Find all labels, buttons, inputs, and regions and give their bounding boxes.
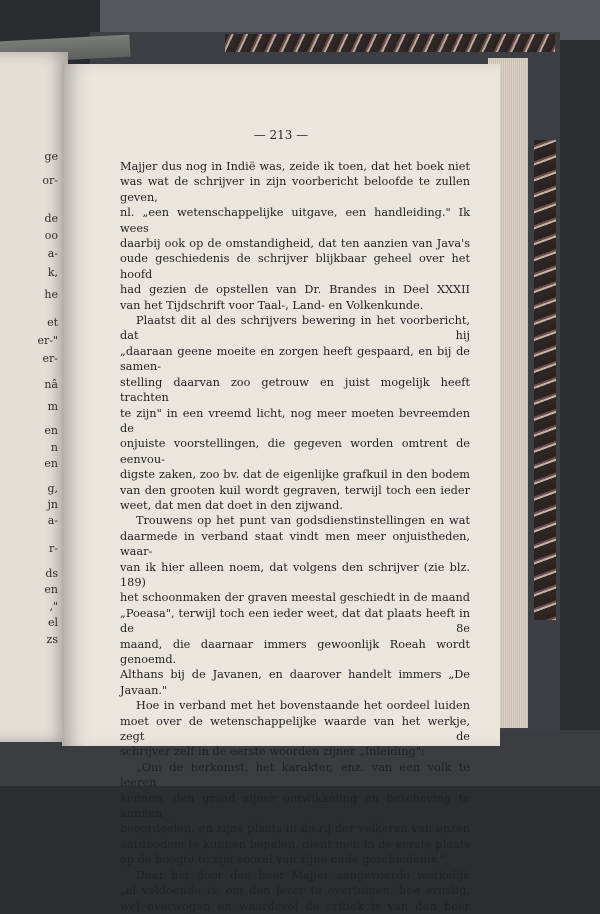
text-line: nl. „een wetenschappelijke uitgave, een handleiding." Ik wees: [120, 206, 470, 235]
text-line: daarbij ook op de omstandigheid, dat ten aanzien van Java's: [120, 237, 470, 251]
left-page-fragment: en: [44, 583, 58, 596]
text-line: op de hoogte te zijn vooral van zijne oude geschiedenis.": [120, 853, 446, 867]
text-line: Trouwens op het punt van godsdienstinstellingen en wat: [136, 514, 470, 528]
marbled-cover-top: [225, 34, 555, 52]
text-line: te zijn" in een vreemd licht, nog meer moeten bevreemden de: [120, 406, 470, 435]
text-line: digste zaken, zoo bv. dat de eigenlijke grafkuil in den bodem: [120, 468, 470, 482]
left-page-fragment: g,: [47, 482, 58, 495]
text-line: Plaatst dit al des schrijvers bewering in het voorbericht, dat hij: [120, 314, 470, 343]
left-page-fragment: el: [47, 616, 58, 629]
left-page-fragment: et: [47, 316, 58, 329]
text-line: van ik hier alleen noem, dat volgens den schrijver (zie blz. 189): [120, 560, 470, 589]
left-page-fragment: he: [44, 288, 58, 301]
text-line: aardbodem te kunnen bepalen, dient men in de eerste plaats: [120, 837, 470, 851]
text-line: Daar het door den heer Majjer aangevoerde werkelijk: [136, 868, 470, 882]
left-page-fragment: ge: [44, 150, 58, 163]
text-line: „Poeasa", terwijl toch een ieder weet, dat dat plaats heeft in de 8e: [120, 606, 470, 636]
marbled-cover-side: [534, 140, 556, 620]
text-line: wel overwogen en waardevol de critiek is van den heer: [120, 899, 470, 913]
text-line: stelling daarvan zoo getrouw en juist mogelijk heeft trachten: [120, 375, 470, 405]
left-page-fragment: a-: [47, 247, 58, 260]
text-line: van het Tijdschrift voor Taal-, Land- en Volkenkunde.: [120, 298, 424, 312]
text-line: „al voldoende is, om den lezer te overtuigen, hoe ernstig,: [120, 884, 470, 898]
text-line: Althans bij de Javanen, en daarover handelt immers „De Javaan.": [120, 668, 470, 697]
text-line: van den grooten kuil wordt gegraven, terwijl toch een ieder: [120, 483, 470, 497]
left-page-fragment: or-: [42, 174, 58, 187]
left-page-fragment: nâ: [44, 378, 58, 391]
left-page-fragment: er-": [37, 334, 58, 347]
left-page-fragment: ds: [45, 567, 58, 580]
left-page-fragment: en: [44, 424, 58, 437]
text-line: had gezien de opstellen van Dr. Brandes in Deel XXXII: [120, 283, 470, 297]
text-line: het schoonmaken der graven meestal geschiedt in de maand: [120, 591, 470, 605]
left-page-fragment: k,: [47, 266, 58, 279]
left-page-fragment: a-: [47, 514, 58, 527]
left-page-fragment: zs: [46, 633, 58, 646]
text-line: oude geschiedenis de schrijver blijkbaar geheel over het hoofd: [120, 252, 470, 281]
left-page-fragment: jn: [47, 498, 58, 511]
left-page-fragment: er-: [42, 352, 58, 365]
text-line: maand, die daarnaar immers gewoonlijk Roeah wordt genoemd.: [120, 637, 470, 666]
left-page-fragment: m: [47, 400, 58, 413]
text-line: „daaraan geene moeite en zorgen heeft gespaard, en bij de samen-: [120, 344, 470, 374]
left-page-fragment: en: [44, 457, 58, 470]
left-page-fragment: ,": [49, 600, 58, 613]
text-line: daarmede in verband staat vindt men meer onjuistheden, waar-: [120, 529, 470, 559]
left-page-fragment: r-: [49, 542, 58, 555]
text-line: weet, dat men dat doet in den zijwand.: [120, 498, 343, 512]
left-page-fragment: oo: [44, 229, 58, 242]
left-page-fragment: n: [50, 441, 58, 454]
text-line: „Om de herkomst, het karakter, enz. van een volk te leeren: [120, 760, 470, 790]
text-line: was wat de schrijver in zijn voorbericht beloofde te zullen geven,: [120, 175, 470, 204]
left-page-fragment: de: [44, 212, 58, 225]
text-line: Hoe in verband met het bovenstaande het oordeel luiden: [136, 699, 470, 713]
left-page: [0, 52, 68, 742]
text-line: beoordeelen, en zijne plaats in de rij der volkeren van onzen: [120, 822, 470, 836]
text-line: moet over de wetenschappelijke waarde van het werkje, zegt de: [120, 714, 470, 744]
text-line: schrijver zelf in de eerste woorden zijner „Inleiding":: [120, 745, 425, 759]
text-line: onjuiste voorstellingen, die gegeven worden omtrent de eenvou-: [120, 437, 470, 466]
page-number: — 213 —: [253, 128, 309, 142]
right-page: [62, 64, 500, 913]
text-line: kennen, den graad zijner ontwikkeling en beschaving te kunnen: [120, 791, 470, 821]
body-text: [120, 159, 470, 914]
text-line: Majjer dus nog in Indië was, zeide ik toen, dat het boek niet: [120, 160, 470, 173]
